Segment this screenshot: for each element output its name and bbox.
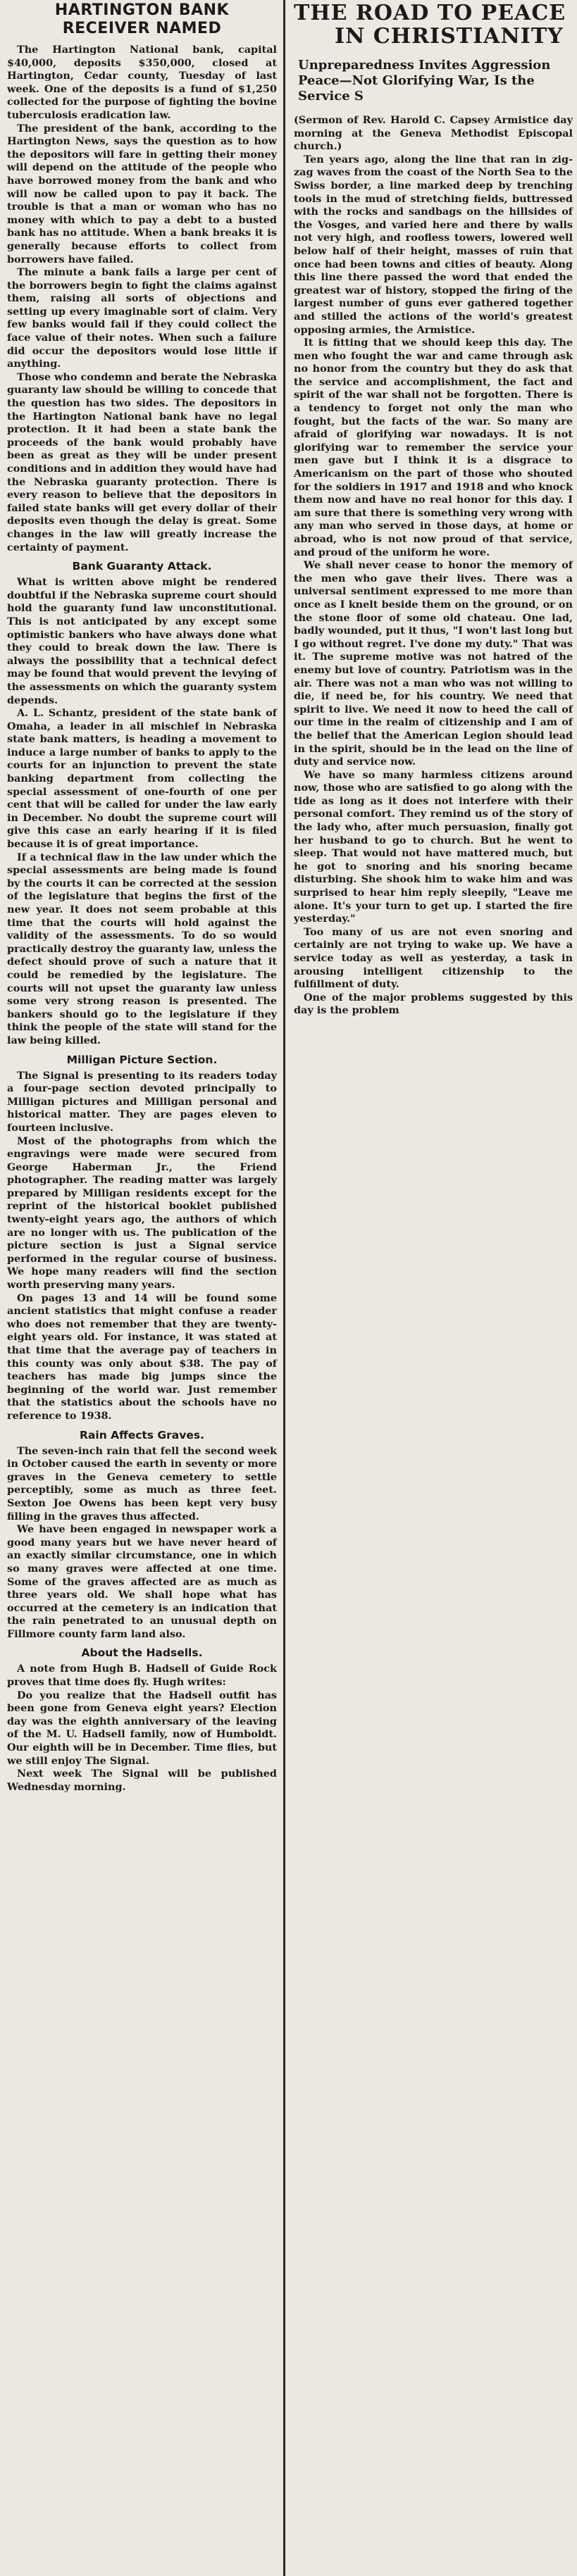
column-divider (283, 0, 285, 2576)
article-paragraph: One of the major problems suggested by this day is the problem (294, 991, 573, 1017)
article-paragraph: It is fitting that we should keep this day. The men who fought the war and came through ask no honor from the country but they do ask that the service and accomplishment, the fact and spirit of the war shall not be forgotten. There is a tendency to forget not only the man who fought, but the facts of the war. So many are afraid of glorifying war nowadays. It is not glorifying war to remember the service your men gave but I think it is a disgrace to Americanism on the part of those who shouted for the soldiers in 1917 and 1918 and who knock them now and have no real honor for this day. I am sure that there is something very wrong with any man who served in those days, at home or abroad, who is not now proud of that service, and proud of the uniform he wore. (294, 337, 573, 558)
article-paragraph: On pages 13 and 14 will be found some ancient statistics that might confuse a reader who does not remember that they are twenty-eight years old. For instance, it was stated at that time that the average pay of teachers in this county was only about $38. The pay of teachers has made big jumps since the beginning of the world war. Just remember that the statistics about the schools have no reference to 1938. (7, 1292, 277, 1422)
headline-line-2: IN CHRISTIANITY (335, 24, 564, 49)
article-paragraph: Most of the photographs from which the engravings were made were secured from George Haberman Jr., the Friend photographer. The reading matter was largely prepared by Milligan residents except for the reprint of the historical booklet published twenty-eight years ago, the authors of which are no longer with us. The publication of the picture section is just a Signal service performed in the regular course of business. We hope many readers will find the section worth preserving many years. (7, 1134, 277, 1292)
article-paragraph: We have been engaged in newspaper work a good many years but we have never heard of an exactly similar circumstance, one in which so many graves were affected at one time. Some of the graves affected are as much as three years old. We shall hope what has occurred at the cemetery is an indication that the rain penetrated to an unusual depth on Fillmore county farm land also. (7, 1523, 277, 1640)
subheading: About the Hadsells. (81, 1646, 203, 1660)
headline-line-2: RECEIVER NAMED (62, 20, 222, 37)
subheading: Bank Guaranty Attack. (72, 560, 212, 573)
right-column (288, 0, 577, 2576)
article-paragraph: Ten years ago, along the line that ran in zig-zag waves from the coast of the North Sea to the Swiss border, a line marked deep by trenching tools in the mud of stretching fields, buttressed with the rocks and sandbags on the hillsides of the Vosges, and varied here and there by walls not very high, and roofless towers, lowered well below half of their height, masses of ruin that once had been towns and cities of beauty. Along this line there passed the word that ended the greatest war of history, stopped the firing of the largest number of guns ever gathered together and stilled the actions of the world's greatest opposing armies, the Armistice. (294, 153, 573, 336)
subheading: Milligan Picture Section. (66, 1053, 218, 1066)
article-paragraph: Those who condemn and berate the Nebraska guaranty law should be willing to concede that the question has two sides. The depositors in the Hartington National bank have no legal protection. It it had been a state bank the proceeds of the bank would probably have been as great as they will be under present conditions and in addition they would have had the Nebraska guaranty protection. There is every reason to believe that the depositors in failed state banks will get every dollar of their deposits even though the delay is great. Some changes in the law will greatly increase the certainty of payment. (7, 370, 277, 554)
headline-line-1: THE ROAD TO PEACE (294, 1, 566, 25)
article-paragraph: The seven-inch rain that fell the second week in October caused the earth in seventy or more graves in the Geneva cemetery to settle perceptibly, some as much as three feet. Sexton Joe Owens has been kept very busy filling in the graves thus affected. (7, 1444, 277, 1523)
article-paragraph: The Hartington National bank, capital $40,000, deposits $350,000, closed at Hartington, Cedar county, Tuesday of last week. One of the deposits is a fund of $1,250 collected for the purpose of fighting the bovine tuberculosis eradication law. (7, 44, 277, 121)
article-paragraph: We shall never cease to honor the memory of the men who gave their lives. There was a universal sentiment expressed to me more than once as I knelt beside them on the ground, or on the stone floor of some old chateau. One lad, badly wounded, put it thus, "I won't last long but I go without regret. I've done my duty." That was it. The supreme motive was not hatred of the enemy but love of country. Patriotism was in the air. There was not a man who was not willing to die, if need be, for his country. We need that spirit to live. We need it now to heed the call of our time in the realm of citizenship and I am of the belief that the American Legion should lead in the spirit, should be in the lead on the line of duty and service now. (294, 559, 573, 768)
article-paragraph: The president of the bank, according to the Hartington News, says the question as to how the depositors will fare in getting their money will depend on the attitude of the people who have borrowed money from the bank and who will now be called upon to pay it back. The trouble is that a man or woman who has no money with which to pay a debt to a busted bank has no attitude. When a bank breaks it is generally because efforts to collect from borrowers have failed. (7, 122, 277, 265)
article-paragraph: If a technical flaw in the law under which the special assessments are being made is found by the courts it can be corrected at the session of the legislature that begins the first of the new year. It does not seem probable at this time that the courts will hold against the validity of the assessments. To do so would practically destroy the guaranty law, unless the defect should prove of such a nature that it could be remedied by the legislature. The courts will not upset the guaranty law unless some very strong reason is presented. The bankers should go to the legislature if they think the people of the state will stand for the law being killed. (7, 851, 277, 1046)
sermon-intro: (Sermon of Rev. Harold C. Capsey Armistice day morning at the Geneva Methodist Episcopal church.) (294, 114, 573, 153)
article-paragraph: The Signal is presenting to its readers today a four-page section devoted principally to Milligan pictures and Milligan personal and historical matter. They are pages eleven to fourteen inclusive. (7, 1069, 277, 1134)
article-paragraph: We have so many harmless citizens around now, those who are satisfied to go along with the tide as long as it does not interfere with their personal comfort. They remind us of the story of the lady who, after much persuasion, finally got her husband to go to church. But he went to sleep. That would not have mattered much, but he got to snoring and his snoring became disturbing. She shook him to wake him and was surprised to hear him reply sleepily, "Leave me alone. It's your turn to get up. I started the fire yesterday." (294, 768, 573, 925)
subheading: Rain Affects Graves. (80, 1428, 204, 1442)
article-paragraph: Do you realize that the Hadsell outfit has been gone from Geneva eight years? Election day was the eighth anniversary of the leaving of the M. U. Hadsell family, now of Humboldt. Our eighth will be in December. Time flies, but we still enjoy The Signal. (7, 1689, 277, 1767)
article-paragraph: A. L. Schantz, president of the state bank of Omaha, a leader in all mischief in Nebraska state bank matters, is heading a movement to induce a large number of banks to apply to the courts for an injunction to prevent the state banking department from collecting the special assessment of one-fourth of one per cent that will be called for under the law early in December. No doubt the supreme court will give this case an early hearing if it is filed because it is of great importance. (7, 707, 277, 851)
headline-line-1: HARTINGTON BANK (54, 1, 230, 19)
article-paragraph: Too many of us are not even snoring and certainly are not trying to wake up. We have a service today as well as yesterday, a task in arousing intelligent citizenship to the fulfillment of duty. (294, 925, 573, 991)
article-paragraph: What is written above might be rendered doubtful if the Nebraska supreme court should hold the guaranty fund law unconstitutional. This is not anticipated by any except some optimistic bankers who have always done what they could to break down the law. There is always the possibility that a technical defect may be found that would prevent the levying of the assessments on which the guaranty system depends. (7, 576, 277, 706)
left-column (0, 0, 283, 2576)
article-paragraph: Next week The Signal will be published Wednesday morning. (7, 1768, 277, 1793)
subheadline: Unpreparedness Invites Aggression Peace—Not Glorifying War, Is the Service S (298, 58, 551, 104)
spacer (7, 38, 277, 44)
article-paragraph: A note from Hugh B. Hadsell of Guide Rock proves that time does fly. Hugh writes: (7, 1663, 277, 1689)
article-paragraph: The minute a bank fails a large per cent of the borrowers begin to fight the claims against them, raising all sorts of objections and setting up every imaginable sort of claim. Very few banks would fail if they could collect the face value of their notes. When such a failure did occur the depositors would lose little if anything. (7, 266, 277, 370)
